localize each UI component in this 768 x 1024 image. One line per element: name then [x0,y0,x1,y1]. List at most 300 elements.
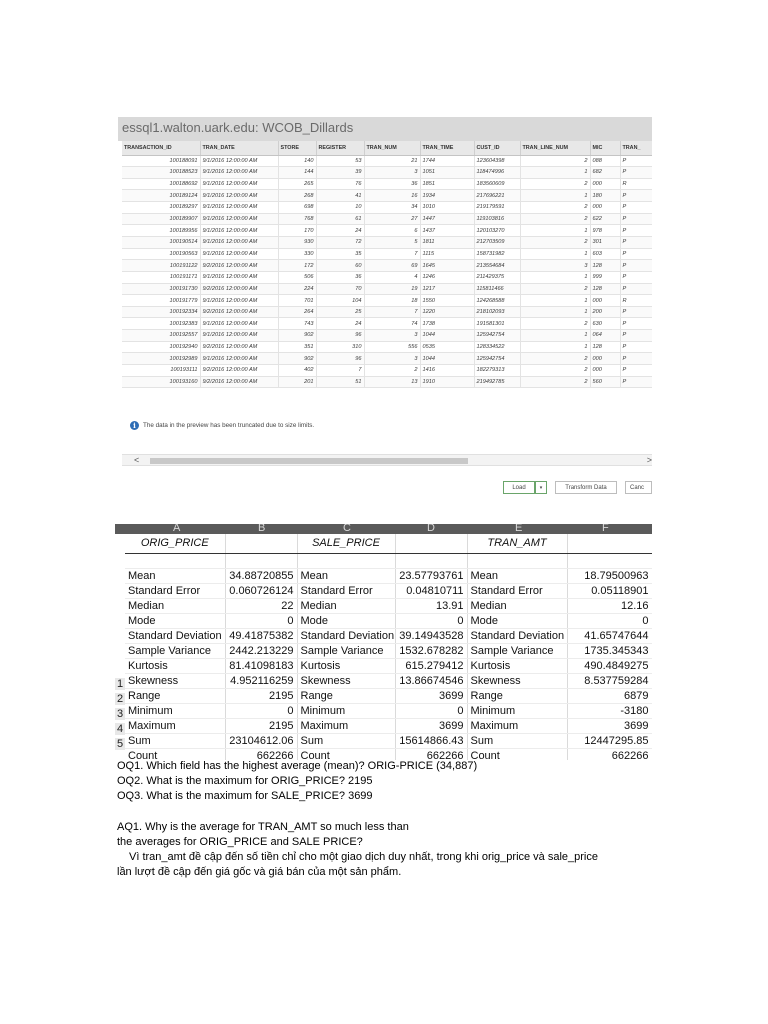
table-cell: 100188692 [122,178,200,190]
table-cell: 301 [590,236,620,248]
table-row [122,202,652,214]
table-cell: 100192557 [122,330,200,342]
table-cell: 2 [520,318,590,330]
table-cell: 1744 [420,155,474,167]
table-cell: 128334522 [474,341,520,353]
column-header[interactable]: TRAN_NUM [364,141,420,155]
table-cell: 7 [364,248,420,260]
table-row [122,178,652,190]
statistic-label: Kurtosis [467,658,567,673]
statistic-label: Standard Error [297,583,395,598]
table-cell: 100189297 [122,202,200,214]
table-cell: 219492785 [474,376,520,388]
table-row [122,213,652,225]
table-cell: 9/2/2016 12:00:00 AM [200,376,278,388]
statistic-row [125,658,652,673]
statistic-label: Maximum [125,718,225,733]
table-cell: 128 [590,260,620,272]
table-cell: 2 [364,365,420,377]
table-cell: 24 [316,318,364,330]
column-letter: C [343,524,351,534]
table-cell: 96 [316,353,364,365]
table-cell: 1645 [420,260,474,272]
statistic-row [125,613,652,628]
table-cell: 402 [278,365,316,377]
table-row [122,155,652,167]
statistics-body [125,534,652,760]
answer-line2: lần lượt đề cập đến giá gốc và giá bán của một sản phẩm. [117,866,402,879]
table-cell: 51 [316,376,364,388]
statistic-label: Mode [297,613,395,628]
column-header[interactable]: TRANSACTION_ID [122,141,200,155]
descriptive-statistics-sheet [115,524,652,760]
table-row [122,260,652,272]
table-cell: R [620,178,652,190]
table-cell: 310 [316,341,364,353]
table-cell: P [620,330,652,342]
table-cell: 9/1/2016 12:00:00 AM [200,190,278,202]
statistic-label: Minimum [297,703,395,718]
statistic-value: 0 [225,613,297,628]
table-cell: 100189907 [122,213,200,225]
answer-line1: Vì tran_amt đề cập đến số tiền chỉ cho một giao dịch duy nhất, trong khi orig_price và sale_price [129,851,598,864]
column-header[interactable]: REGISTER [316,141,364,155]
table-cell: 978 [590,225,620,237]
preview-body [122,155,652,388]
table-cell: 219179591 [474,202,520,214]
statistic-label: Mean [125,568,225,583]
table-cell: 000 [590,202,620,214]
statistic-value: 2195 [225,688,297,703]
table-row [122,248,652,260]
table-cell: 902 [278,330,316,342]
statistic-value: 1735.345343 [567,643,652,658]
row-number: 4 [116,723,124,735]
table-cell: 0535 [420,341,474,353]
statistic-value: 2442.213229 [225,643,297,658]
table-cell: 36 [316,271,364,283]
table-cell: 2 [520,365,590,377]
statistic-value: 0.060726124 [225,583,297,598]
table-cell: 9/2/2016 12:00:00 AM [200,260,278,272]
table-cell: 76 [316,178,364,190]
table-cell: 96 [316,330,364,342]
table-cell: 2 [520,283,590,295]
table-cell: 170 [278,225,316,237]
table-cell: 1437 [420,225,474,237]
table-cell: 9/1/2016 12:00:00 AM [200,248,278,260]
column-header[interactable]: TRAN_DATE [200,141,278,155]
table-cell: 9/1/2016 12:00:00 AM [200,167,278,179]
table-cell: P [620,190,652,202]
column-header[interactable]: CUST_ID [474,141,520,155]
row-number: 2 [116,693,124,705]
statistic-value: 0 [567,613,652,628]
table-cell: 217696221 [474,190,520,202]
statistic-label: Sum [297,733,395,748]
table-cell: 3 [520,260,590,272]
statistic-value: 23104612.06 [225,733,297,748]
statistic-value: 490.4849275 [567,658,652,673]
table-cell: 118474996 [474,167,520,179]
table-cell: 1010 [420,202,474,214]
statistic-value: 662266 [225,748,297,760]
table-cell: 1 [520,248,590,260]
table-cell: 1217 [420,283,474,295]
table-cell: 9/2/2016 12:00:00 AM [200,341,278,353]
table-cell: 268 [278,190,316,202]
table-cell: 27 [364,213,420,225]
statistic-row [125,643,652,658]
column-header[interactable]: TRAN_LINE_NUM [520,141,590,155]
table-cell: 1447 [420,213,474,225]
table-cell: 100189956 [122,225,200,237]
table-cell: 265 [278,178,316,190]
sale-price-header: SALE_PRICE [297,534,395,553]
table-cell: 1051 [420,167,474,179]
table-cell: P [620,236,652,248]
table-cell: 9/2/2016 12:00:00 AM [200,365,278,377]
table-cell: 100188091 [122,155,200,167]
table-cell: 211429375 [474,271,520,283]
table-cell: 180 [590,190,620,202]
table-cell: 000 [590,295,620,307]
column-header[interactable]: MIC [590,141,620,155]
table-cell: 743 [278,318,316,330]
column-headers [115,524,652,534]
table-cell: 201 [278,376,316,388]
statistic-label: Standard Error [125,583,225,598]
table-row [122,353,652,365]
statistic-value: 4.952116259 [225,673,297,688]
table-cell: 902 [278,353,316,365]
statistic-value: 12447295.85 [567,733,652,748]
table-cell: 064 [590,330,620,342]
cancel-button[interactable]: Canc [625,481,652,494]
table-cell: 000 [590,353,620,365]
table-cell: 100193111 [122,365,200,377]
table-cell: 2 [520,155,590,167]
question-aq1-line1: AQ1. Why is the average for TRAN_AMT so much less than [117,820,409,833]
table-cell: 61 [316,213,364,225]
table-cell: P [620,248,652,260]
table-cell: P [620,167,652,179]
table-row [122,318,652,330]
preview-title-bar [118,117,652,141]
row-number: 1 [116,678,124,690]
table-cell: 1044 [420,330,474,342]
statistic-label: Standard Deviation [125,628,225,643]
table-cell: 100192334 [122,306,200,318]
statistic-label: Median [467,598,567,613]
table-cell: 1220 [420,306,474,318]
preview-table [122,141,652,388]
table-cell: 144 [278,167,316,179]
statistic-label: Maximum [467,718,567,733]
table-cell: 21 [364,155,420,167]
load-dropdown-button[interactable]: ▾ [535,481,547,494]
table-cell: 224 [278,283,316,295]
table-cell: 70 [316,283,364,295]
table-cell: 1 [520,330,590,342]
table-row [122,330,652,342]
table-row [122,236,652,248]
table-cell: 1851 [420,178,474,190]
table-cell: 9/1/2016 12:00:00 AM [200,155,278,167]
statistic-label: Median [297,598,395,613]
statistic-value: 6879 [567,688,652,703]
table-cell: P [620,225,652,237]
question-oq3: OQ3. What is the maximum for SALE_PRICE? 3699 [117,790,373,803]
table-cell: 9/1/2016 12:00:00 AM [200,295,278,307]
statistic-label: Count [125,748,225,760]
table-cell: P [620,271,652,283]
statistic-label: Maximum [297,718,395,733]
table-cell: 74 [364,318,420,330]
statistic-value: 0 [225,703,297,718]
statistic-row [125,598,652,613]
table-cell: 556 [364,341,420,353]
table-cell: 100189124 [122,190,200,202]
statistics-table [125,534,652,760]
statistic-value: 3699 [395,718,467,733]
table-cell: 128 [590,341,620,353]
table-row [122,376,652,388]
statistic-value: 12.16 [567,598,652,613]
statistic-row [125,568,652,583]
table-cell: P [620,341,652,353]
statistic-value: 41.65747644 [567,628,652,643]
table-cell: 9/1/2016 12:00:00 AM [200,225,278,237]
statistic-label: Sum [125,733,225,748]
table-cell: 100190563 [122,248,200,260]
table-cell: 9/1/2016 12:00:00 AM [200,236,278,248]
statistic-row [125,703,652,718]
table-cell: 182279313 [474,365,520,377]
statistic-label: Skewness [297,673,395,688]
statistic-label: Count [297,748,395,760]
question-aq1-line2: the averages for ORIG_PRICE and SALE PRICE? [117,835,363,848]
table-cell: P [620,318,652,330]
table-cell: 100192989 [122,353,200,365]
statistic-label: Range [297,688,395,703]
table-cell: 35 [316,248,364,260]
column-header[interactable]: STORE [278,141,316,155]
table-cell: 088 [590,155,620,167]
table-cell: P [620,306,652,318]
scroll-left-arrow-icon[interactable]: < [134,455,140,465]
table-cell: 9/1/2016 12:00:00 AM [200,353,278,365]
column-header[interactable]: TRAN_ [620,141,652,155]
table-cell: 1811 [420,236,474,248]
statistic-label: Mode [467,613,567,628]
table-row [122,295,652,307]
table-cell: 13 [364,376,420,388]
statistic-value: 0.04810711 [395,583,467,598]
table-cell: 41 [316,190,364,202]
table-cell: 3 [364,353,420,365]
scroll-thumb[interactable] [150,458,468,464]
table-cell: 2 [520,376,590,388]
table-cell: 125942754 [474,353,520,365]
table-cell: 1738 [420,318,474,330]
statistic-row [125,583,652,598]
table-cell: 100188523 [122,167,200,179]
statistic-value: 39.14943528 [395,628,467,643]
table-cell: 506 [278,271,316,283]
table-cell: 72 [316,236,364,248]
table-cell: P [620,213,652,225]
table-row [122,225,652,237]
statistic-row [125,733,652,748]
table-cell: 351 [278,341,316,353]
transform-data-button[interactable]: Transform Data [555,481,617,494]
statistic-label: Kurtosis [297,658,395,673]
table-cell: 39 [316,167,364,179]
table-row [122,306,652,318]
statistic-label: Kurtosis [125,658,225,673]
table-cell: 1934 [420,190,474,202]
statistic-label: Minimum [125,703,225,718]
table-cell: 1 [520,271,590,283]
table-cell: R [620,295,652,307]
table-cell: 128 [590,283,620,295]
statistic-label: Skewness [467,673,567,688]
table-cell: 140 [278,155,316,167]
statistic-value: 8.537759284 [567,673,652,688]
table-cell: 34 [364,202,420,214]
table-cell: 183560609 [474,178,520,190]
table-cell: 9/1/2016 12:00:00 AM [200,202,278,214]
table-cell: 999 [590,271,620,283]
table-cell: 1 [520,295,590,307]
table-cell: 9/1/2016 12:00:00 AM [200,330,278,342]
statistic-value: 81.41098183 [225,658,297,673]
column-header[interactable]: TRAN_TIME [420,141,474,155]
table-cell: 698 [278,202,316,214]
table-cell: P [620,283,652,295]
statistic-label: Standard Deviation [467,628,567,643]
statistic-value: -3180 [567,703,652,718]
table-cell: 9/1/2016 12:00:00 AM [200,271,278,283]
table-cell: 124268588 [474,295,520,307]
column-letter: A [173,524,181,534]
truncation-notice [130,421,314,430]
statistic-label: Mode [125,613,225,628]
table-row [122,341,652,353]
table-cell: 24 [316,225,364,237]
statistic-value: 13.86674546 [395,673,467,688]
table-cell: 4 [364,271,420,283]
table-cell: 560 [590,376,620,388]
table-cell: 1 [520,190,590,202]
statistic-label: Skewness [125,673,225,688]
table-cell: 3 [364,330,420,342]
table-cell: 1416 [420,365,474,377]
statistic-row [125,628,652,643]
table-cell: 2 [520,178,590,190]
table-cell: 100191171 [122,271,200,283]
load-button[interactable]: Load [503,481,535,494]
table-cell: 69 [364,260,420,272]
table-cell: 1 [520,225,590,237]
tran-amt-header: TRAN_AMT [467,534,567,553]
table-cell: 9/1/2016 12:00:00 AM [200,318,278,330]
column-letter: D [427,524,435,534]
statistic-value: 3699 [567,718,652,733]
table-row [122,365,652,377]
table-cell: 200 [590,306,620,318]
table-cell: 100192383 [122,318,200,330]
table-cell: 218102093 [474,306,520,318]
table-cell: 100192940 [122,341,200,353]
statistic-label: Count [467,748,567,760]
table-cell: 1 [520,306,590,318]
statistic-value: 0.05118901 [567,583,652,598]
table-cell: 6 [364,225,420,237]
table-cell: 9/2/2016 12:00:00 AM [200,283,278,295]
row-number-gutter [115,534,125,760]
question-oq1: OQ1. Which field has the highest average (mean)? ORIG-PRICE (34,887) [117,760,478,772]
table-cell: 682 [590,167,620,179]
orig-price-header: ORIG_PRICE [125,534,225,553]
statistic-row [125,673,652,688]
info-icon: i [130,421,139,430]
scroll-right-arrow-icon[interactable]: > [646,455,652,465]
table-cell: P [620,376,652,388]
statistic-value: 49.41875382 [225,628,297,643]
table-row [122,190,652,202]
statistic-value: 22 [225,598,297,613]
table-cell: 53 [316,155,364,167]
statistic-label: Mean [467,568,567,583]
statistic-row [125,718,652,733]
statistic-value: 34.88720855 [225,568,297,583]
statistic-value: 13.91 [395,598,467,613]
horizontal-scrollbar[interactable] [122,454,652,466]
table-cell: 123604398 [474,155,520,167]
statistic-value: 662266 [395,748,467,760]
table-cell: 1044 [420,353,474,365]
table-cell: 1 [520,341,590,353]
table-cell: 100191730 [122,283,200,295]
table-cell: P [620,353,652,365]
statistic-value: 0 [395,613,467,628]
table-cell: 2 [520,213,590,225]
question-oq2: OQ2. What is the maximum for ORIG_PRICE? 2195 [117,775,373,788]
preview-title: essql1.walton.uark.edu: WCOB_Dillards [122,120,354,135]
table-cell: 100191122 [122,260,200,272]
statistic-value: 2195 [225,718,297,733]
table-cell: 172 [278,260,316,272]
table-cell: 1910 [420,376,474,388]
table-cell: 191581301 [474,318,520,330]
preview-header-row [122,141,652,155]
table-cell: 264 [278,306,316,318]
blank-row [125,553,652,568]
table-cell: 115811466 [474,283,520,295]
table-cell: 330 [278,248,316,260]
statistic-value: 3699 [395,688,467,703]
data-preview-window [118,117,652,497]
statistic-value: 0 [395,703,467,718]
table-cell: 1115 [420,248,474,260]
table-cell: 18 [364,295,420,307]
statistic-label: Median [125,598,225,613]
table-cell: 7 [316,365,364,377]
table-cell: 2 [520,353,590,365]
statistic-label: Mean [297,568,395,583]
